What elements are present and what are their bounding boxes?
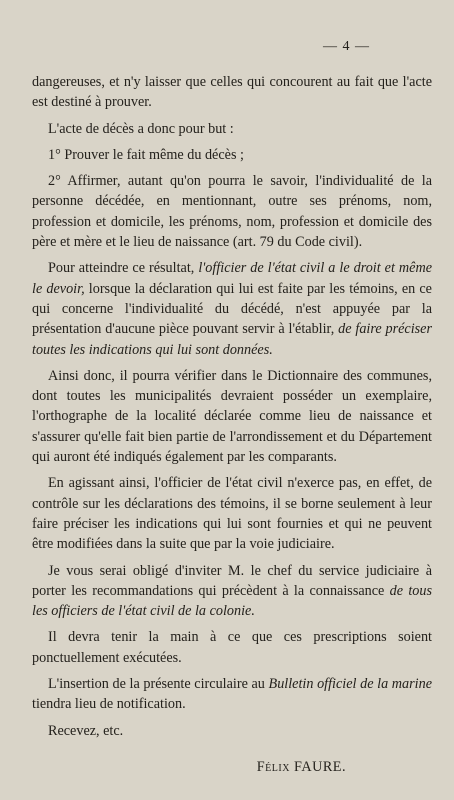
paragraph-purpose: L'acte de décès a donc pour but : [48,120,234,137]
italic-run: de faire préciser toutes les indications qui lui sont données. [32,321,432,358]
paragraph-officer-right [32,258,432,359]
text-run: Je vous serai obligé d'inviter M. le chef du service judiciaire à porter les recommandations qui précèdent à la connaissance [32,562,432,599]
text-run: L'insertion de la présente circulaire au [48,676,269,693]
paragraph-point-2: 2° Affirmer, autant qu'on pourra le savoir, l'individualité de la personne décédée, en mentionnant, outre ses prénoms, nom, profession et domicile, les prénoms, nom, profession et domicile des père et mère et le lieu de naissance (art. 79 du Code civil). [32,173,432,251]
signature-text: Félix FAURE. [256,758,346,775]
paragraph-invitation [32,561,432,622]
paragraph-execution: Il devra tenir la main à ce que ces prescriptions soient ponctuellement exécutées. [32,629,432,666]
italic-run: l'officier de l'état civil a le droit et même le devoir, [32,260,432,297]
text-run: lorsque la déclaration qui lui est faite par les témoins, en ce qui concerne l'individualité du décédé, n'est appuyée par la présentation d'aucune pièce pouvant servir à l'établir, [32,280,432,338]
paragraph-no-control: En agissant ainsi, l'officier de l'état civil n'exerce pas, en effet, de contrôle sur les déclarations des témoins, il se borne seulement à leur faire préciser les indications qui lui sont fournies et qui ne peuvent être modifiées dans la suite que par la voie judiciaire. [32,475,432,553]
text-run: tiendra lieu de notification. [32,696,186,713]
italic-run: de tous les officiers de l'état civil de la colonie. [32,582,432,620]
signature [32,757,432,777]
paragraph-verification: Ainsi donc, il pourra vérifier dans le Dictionnaire des communes, dont toutes les municipalités devraient posséder un exemplaire, l'orthographe de la localité déclarée comme lieu de naissance et s'assurer qu'elle fait bien partie de l'arrondissement et du Département qui auront été indiqués également par les comparants. [32,367,432,466]
paragraph-continuation: dangereuses, et n'y laisser que celles qui concourent au fait que l'acte est destiné à prouver. [32,74,432,111]
paragraph-closing: Recevez, etc. [48,722,124,739]
paragraph-point-1: 1° Prouver le fait même du décès ; [48,146,244,163]
paragraph-insertion [32,674,432,715]
text-run: Pour atteindre ce résultat, [48,260,199,277]
italic-run: Bulletin officiel de la marine [268,676,433,693]
page-number: — 4 — [323,39,370,54]
